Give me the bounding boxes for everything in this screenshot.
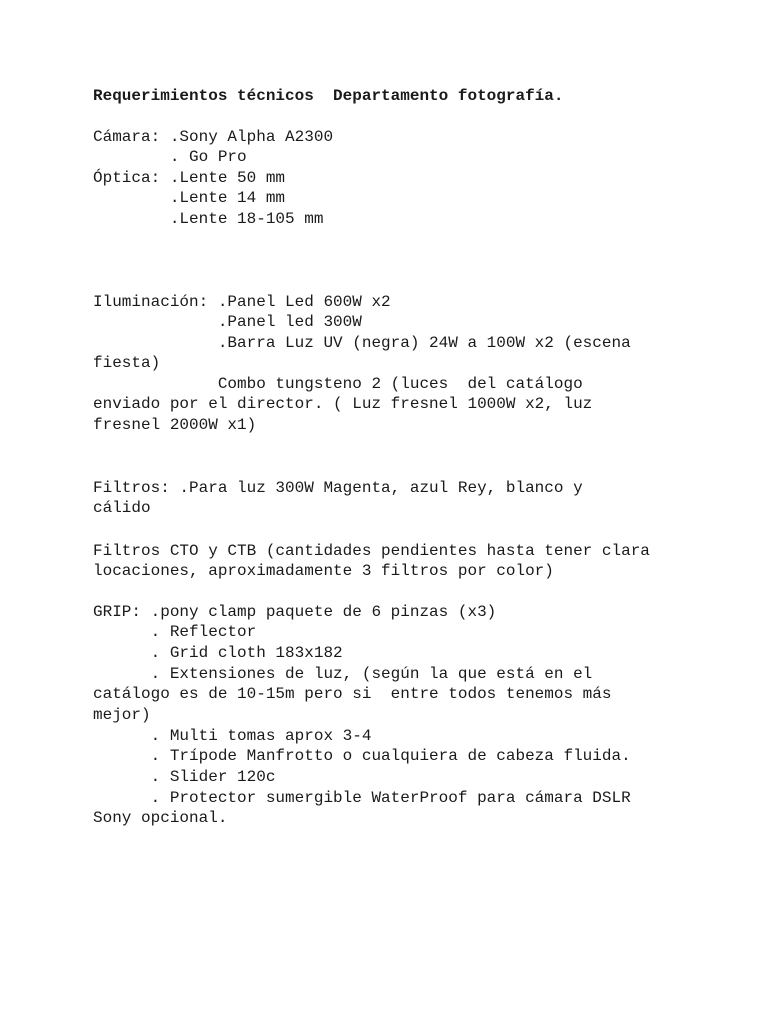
optica-line-3: .Lente 18-105 mm [93,210,324,228]
camara-line-2: . Go Pro [93,148,247,166]
grip-line-11: Sony opcional. [93,809,228,827]
filtros-line-4: locaciones, aproximadamente 3 filtros por color) [93,562,554,580]
grip-line-2: . Reflector [93,623,257,641]
iluminacion-line-5: Combo tungsteno 2 (luces del catálogo [93,375,583,393]
iluminacion-line-3: .Barra Luz UV (negra) 24W a 100W x2 (escena [93,334,631,352]
filtros-line-3: Filtros CTO y CTB (cantidades pendientes hasta tener clara [93,542,650,560]
grip-line-6: mejor) [93,706,151,724]
grip-line-4: . Extensiones de luz, (según la que está en el [93,665,593,683]
document-title: Requerimientos técnicos Departamento fotografía. [93,87,564,105]
filtros-line-2: cálido [93,499,151,517]
iluminacion-line-2: .Panel led 300W [93,313,362,331]
camara-line-1: Cámara: .Sony Alpha A2300 [93,128,334,146]
grip-line-1: GRIP: .pony clamp paquete de 6 pinzas (x3) [93,603,497,621]
optica-line-2: .Lente 14 mm [93,189,286,207]
grip-line-8: . Trípode Manfrotto o cualquiera de cabeza fluida. [93,747,631,765]
iluminacion-line-7: fresnel 2000W x1) [93,416,257,434]
grip-line-5: catálogo es de 10-15m pero si entre todos tenemos más [93,685,612,703]
filtros-line-1: Filtros: .Para luz 300W Magenta, azul Rey, blanco y [93,479,583,497]
iluminacion-line-1: Iluminación: .Panel Led 600W x2 [93,293,391,311]
grip-line-7: . Multi tomas aprox 3-4 [93,727,372,745]
grip-line-9: . Slider 120c [93,768,276,786]
iluminacion-line-6: enviado por el director. ( Luz fresnel 1000W x2, luz [93,395,593,413]
iluminacion-line-4: fiesta) [93,354,161,372]
grip-line-10: . Protector sumergible WaterProof para cámara DSLR [93,789,631,807]
optica-line-1: Óptica: .Lente 50 mm [93,169,286,187]
grip-line-3: . Grid cloth 183x182 [93,644,343,662]
